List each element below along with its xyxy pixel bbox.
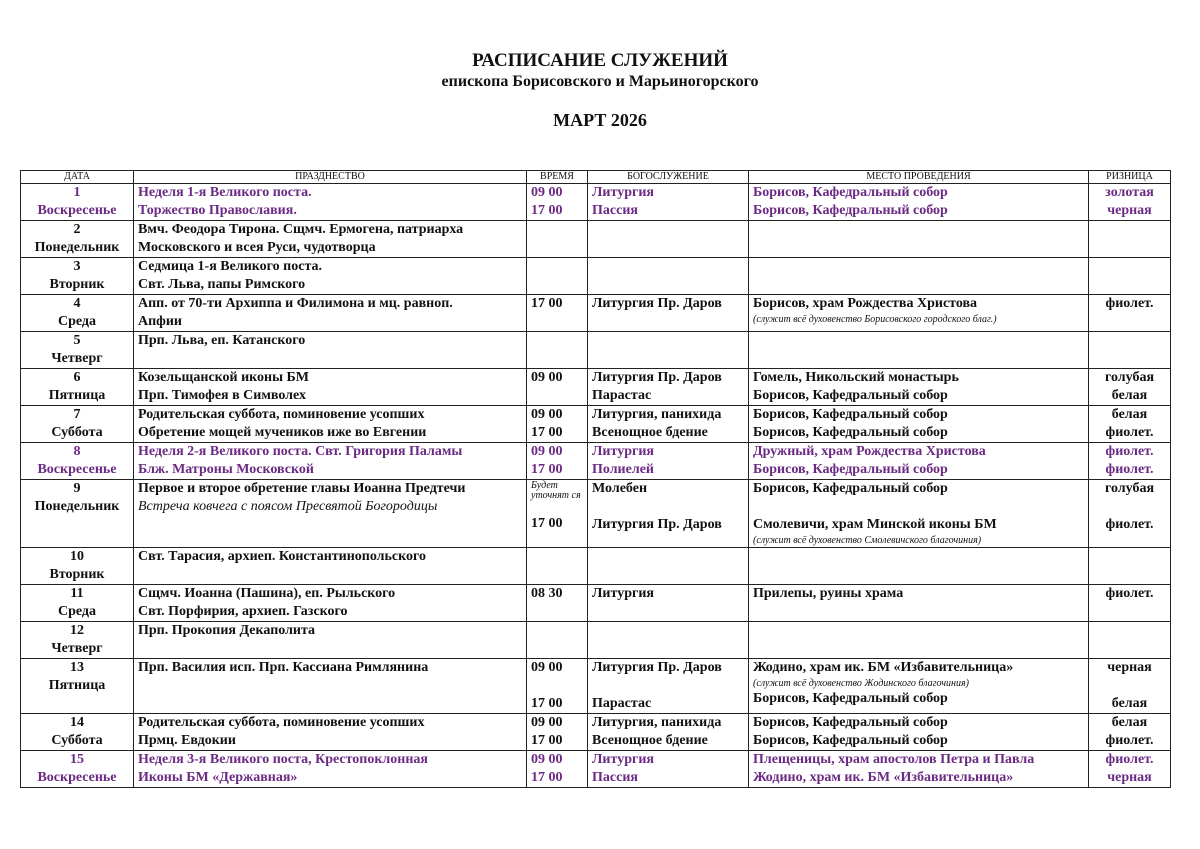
place-name: Дружный, храм Рождества Христова [753,444,986,459]
service-name: Литургия, панихида [592,715,722,730]
place-name: Борисов, Кафедральный собор [753,425,948,440]
time-cell [527,659,588,714]
time-cell [527,221,588,258]
time-value: 17 00 [531,462,563,477]
robe-color: фиолет. [1105,586,1154,601]
service-name: Литургия Пр. Даров [592,517,722,532]
feast-line: Московского и всея Руси, чудотворца [138,240,376,255]
robe-color: фиолет. [1105,733,1154,748]
weekday: Среда [57,604,96,619]
day-number: 8 [73,444,81,459]
robe-color: черная [1107,660,1152,675]
feast-line: Прп. Тимофея в Символех [138,388,306,403]
robes-cell [1089,714,1171,751]
time-cell [527,622,588,659]
weekday: Воскресенье [37,462,117,477]
table-row [21,480,1171,548]
robe-color: фиолет. [1105,425,1154,440]
col-header-robes: РИЗНИЦА [1089,171,1171,184]
robe-color: белая [1111,407,1148,422]
col-header-place: МЕСТО ПРОВЕДЕНИЯ [749,171,1089,184]
service-name: Парастас [592,388,652,403]
place-name: Плещеницы, храм апостолов Петра и Павла [753,752,1035,767]
service-name: Литургия Пр. Даров [592,296,722,311]
day-number: 13 [70,660,84,675]
place-cell [749,332,1089,369]
feast-line: Неделя 3-я Великого поста, Крестопоклонная [138,752,428,767]
feast-line: Родительская суббота, поминовение усопших [138,715,425,730]
time-cell [527,369,588,406]
col-header-feast: ПРАЗДНЕСТВО [134,171,527,184]
place-cell [749,659,1089,714]
schedule-table [20,170,1171,788]
robe-color: белая [1111,388,1148,403]
robes-cell [1089,659,1171,714]
place-cell [749,369,1089,406]
weekday: Вторник [49,567,105,582]
col-header-time: ВРЕМЯ [527,171,588,184]
place-name: Смолевичи, храм Минской иконы БМ [753,517,997,532]
time-value: 17 00 [531,733,563,748]
day-number: 4 [73,296,81,311]
feast-cell [134,184,527,221]
place-cell [749,184,1089,221]
feast-line: Первое и второе обретение главы Иоанна Предтечи [138,481,466,496]
feast-line: Апфии [138,314,182,329]
date-cell [21,369,134,406]
place-name: Прилепы, руины храма [753,586,904,601]
place-cell [749,548,1089,585]
robes-cell [1089,622,1171,659]
robes-cell [1089,295,1171,332]
document-header [0,50,1200,131]
robe-color: фиолет. [1105,752,1154,767]
feast-line: Родительская суббота, поминовение усопших [138,407,425,422]
table-row [21,369,1171,406]
service-cell [588,443,749,480]
service-cell [588,221,749,258]
service-name: Всенощное бдение [592,425,708,440]
feast-cell [134,714,527,751]
day-number: 15 [70,752,84,767]
feast-line: Вмч. Феодора Тирона. Сщмч. Ермогена, патриарха [138,222,464,237]
service-cell [588,184,749,221]
day-number: 6 [73,370,81,385]
service-name: Литургия [592,752,654,767]
table-row [21,443,1171,480]
service-name: Всенощное бдение [592,733,708,748]
feast-cell [134,295,527,332]
time-cell [527,443,588,480]
place-name: Борисов, Кафедральный собор [753,481,948,496]
place-name: Борисов, Кафедральный собор [753,185,948,200]
place-name: Жодино, храм ик. БМ «Избавительница» [753,660,1014,675]
feast-cell [134,548,527,585]
robes-cell [1089,184,1171,221]
day-number: 9 [73,481,81,496]
table-row [21,221,1171,258]
document-title: РАСПИСАНИЕ СЛУЖЕНИЙ [472,50,728,71]
feast-line: Неделя 1-я Великого поста. [138,185,312,200]
feast-cell [134,221,527,258]
service-name: Парастас [592,696,652,711]
service-name: Пассия [592,203,638,218]
date-cell [21,659,134,714]
place-name: Борисов, Кафедральный собор [753,203,948,218]
time-value: 09 00 [531,444,563,459]
robe-color: черная [1107,770,1152,785]
time-value: 17 00 [531,696,563,711]
day-number: 7 [73,407,81,422]
date-cell [21,221,134,258]
weekday: Суббота [51,425,103,440]
document-subtitle: епископа Борисовского и Марьиногорского [441,73,759,90]
robes-cell [1089,332,1171,369]
weekday: Вторник [49,277,105,292]
robe-color: фиолет. [1105,517,1154,532]
place-name: Борисов, Кафедральный собор [753,462,948,477]
robe-color: фиолет. [1105,462,1154,477]
service-name: Молебен [592,481,648,496]
robes-cell [1089,443,1171,480]
feast-line: Козельщанской иконы БМ [138,370,310,385]
clergy-note: (служит всё духовенство Смолевичского благочиния) [753,535,982,546]
date-cell [21,258,134,295]
date-cell [21,406,134,443]
weekday: Среда [57,314,96,329]
robes-cell [1089,548,1171,585]
time-value: 09 00 [531,752,563,767]
robe-color: фиолет. [1105,444,1154,459]
service-name: Литургия [592,185,654,200]
time-value: 09 00 [531,370,563,385]
feast-line: Прп. Льва, еп. Катанского [138,333,306,348]
time-value: 09 00 [531,715,563,730]
feast-line: Прп. Прокопия Декаполита [138,623,316,638]
time-value: 17 00 [531,770,563,785]
time-cell [527,548,588,585]
feast-cell [134,585,527,622]
place-name: Борисов, храм Рождества Христова [753,296,978,311]
robes-cell [1089,751,1171,788]
time-cell [527,258,588,295]
service-cell [588,332,749,369]
feast-line: Неделя 2-я Великого поста. Свт. Григория Паламы [138,444,463,459]
table-row [21,332,1171,369]
time-cell [527,295,588,332]
place-name: Борисов, Кафедральный собор [753,388,948,403]
place-cell [749,585,1089,622]
weekday: Четверг [51,641,103,656]
clergy-note: (служит всё духовенство Борисовского городского благ.) [753,314,997,325]
table-row [21,258,1171,295]
place-cell [749,622,1089,659]
robe-color: золотая [1105,185,1154,200]
service-name: Полиелей [592,462,654,477]
feast-cell [134,258,527,295]
feast-cell [134,332,527,369]
robe-color: белая [1111,696,1148,711]
service-name: Литургия Пр. Даров [592,370,722,385]
time-value: 17 00 [531,296,563,311]
feast-cell [134,406,527,443]
service-cell [588,585,749,622]
place-cell [749,443,1089,480]
day-number: 3 [73,259,81,274]
date-cell [21,622,134,659]
date-cell [21,548,134,585]
robes-cell [1089,406,1171,443]
table-row [21,548,1171,585]
date-cell [21,184,134,221]
feast-cell [134,622,527,659]
day-number: 2 [73,222,81,237]
day-number: 5 [73,333,81,348]
feast-line: Апп. от 70-ти Архиппа и Филимона и мц. равноп. [138,296,453,311]
feast-line: Свт. Порфирия, архиеп. Газского [138,604,348,619]
time-tbd-note: Будет уточнят ся [531,480,581,501]
day-number: 1 [73,185,81,200]
feast-line: Встреча ковчега с поясом Пресвятой Богородицы [138,499,438,514]
time-value: 17 00 [531,203,563,218]
weekday: Четверг [51,351,103,366]
table-row [21,659,1171,714]
feast-cell [134,751,527,788]
col-header-date: ДАТА [21,171,134,184]
day-number: 12 [70,623,84,638]
weekday: Воскресенье [37,770,117,785]
service-name: Литургия [592,444,654,459]
time-cell [527,332,588,369]
table-header-row [21,171,1171,184]
time-cell [527,406,588,443]
service-cell [588,258,749,295]
robes-cell [1089,369,1171,406]
weekday: Понедельник [34,240,120,255]
robe-color: фиолет. [1105,296,1154,311]
robe-color: голубая [1104,370,1155,385]
service-name: Пассия [592,770,638,785]
place-cell [749,258,1089,295]
table-row [21,184,1171,221]
time-value: 09 00 [531,660,563,675]
weekday: Пятница [48,678,106,693]
place-name: Борисов, Кафедральный собор [753,407,948,422]
service-cell [588,548,749,585]
feast-line: Сщмч. Иоанна (Пашина), еп. Рыльского [138,586,396,601]
table-row [21,714,1171,751]
feast-line: Иконы БМ «Державная» [138,770,298,785]
time-value: 09 00 [531,407,563,422]
service-name: Литургия Пр. Даров [592,660,722,675]
time-cell [527,585,588,622]
service-cell [588,751,749,788]
document-month: МАРТ 2026 [553,110,647,130]
place-name: Гомель, Никольский монастырь [753,370,959,385]
feast-line: Блж. Матроны Московской [138,462,314,477]
time-value: 17 00 [531,425,563,440]
place-name: Жодино, храм ик. БМ «Избавительница» [753,770,1014,785]
clergy-note: (служит всё духовенство Жодинского благочиния) [753,678,969,689]
place-cell [749,295,1089,332]
date-cell [21,585,134,622]
time-value: 08 30 [531,586,563,601]
feast-cell [134,443,527,480]
feast-line: Обретение мощей мучеников иже во Евгении [138,425,427,440]
table-row [21,751,1171,788]
robes-cell [1089,480,1171,548]
feast-cell [134,369,527,406]
service-name: Литургия, панихида [592,407,722,422]
time-value: 17 00 [531,516,563,531]
robe-color: голубая [1104,481,1155,496]
weekday: Понедельник [34,499,120,514]
table-row [21,295,1171,332]
robes-cell [1089,258,1171,295]
service-cell [588,622,749,659]
feast-line: Седмица 1-я Великого поста. [138,259,322,274]
place-name: Борисов, Кафедральный собор [753,691,948,706]
table-row [21,622,1171,659]
table-row [21,585,1171,622]
date-cell [21,714,134,751]
weekday: Воскресенье [37,203,117,218]
place-cell [749,751,1089,788]
service-name: Литургия [592,586,654,601]
robes-cell [1089,221,1171,258]
date-cell [21,751,134,788]
weekday: Пятница [48,388,106,403]
feast-line: Прмц. Евдокии [138,733,236,748]
date-cell [21,295,134,332]
day-number: 10 [70,549,84,564]
day-number: 11 [70,586,84,601]
place-cell [749,480,1089,548]
weekday: Суббота [51,733,103,748]
time-cell [527,751,588,788]
service-cell [588,369,749,406]
time-cell [527,480,588,548]
place-cell [749,221,1089,258]
feast-line: Свт. Тарасия, архиеп. Константинопольского [138,549,427,564]
robe-color: белая [1111,715,1148,730]
day-number: 14 [70,715,84,730]
place-name: Борисов, Кафедральный собор [753,733,948,748]
feast-line: Торжество Православия. [138,203,297,218]
date-cell [21,443,134,480]
feast-cell [134,480,527,548]
feast-line: Свт. Льва, папы Римского [138,277,306,292]
service-cell [588,480,749,548]
robe-color: черная [1107,203,1152,218]
place-name: Борисов, Кафедральный собор [753,715,948,730]
service-cell [588,295,749,332]
date-cell [21,480,134,548]
place-cell [749,406,1089,443]
col-header-service: БОГОСЛУЖЕНИЕ [588,171,749,184]
table-row [21,406,1171,443]
time-cell [527,714,588,751]
service-cell [588,659,749,714]
time-value: 09 00 [531,185,563,200]
feast-cell [134,659,527,714]
robes-cell [1089,585,1171,622]
date-cell [21,332,134,369]
place-cell [749,714,1089,751]
service-cell [588,714,749,751]
time-cell [527,184,588,221]
feast-line: Прп. Василия исп. Прп. Кассиана Римлянина [138,660,429,675]
service-cell [588,406,749,443]
